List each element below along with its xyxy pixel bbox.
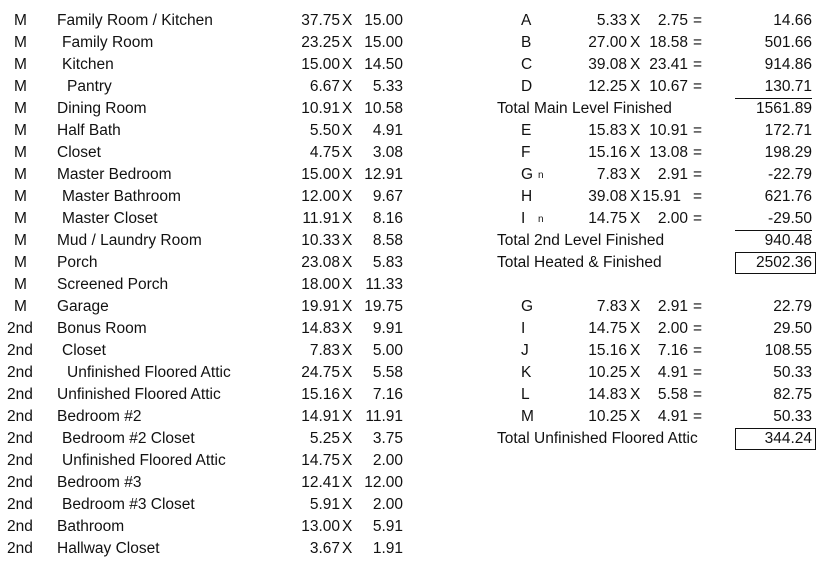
total-label: Total 2nd Level Finished (497, 232, 665, 249)
room-row (0, 494, 420, 516)
room-depth: 1.91 (372, 540, 403, 557)
room-name: Pantry (67, 78, 112, 95)
calc-width: 14.83 (588, 386, 627, 403)
room-level: 2nd (7, 496, 33, 513)
times-sign: X (630, 386, 641, 403)
room-depth: 9.67 (372, 188, 403, 205)
room-level: M (14, 12, 27, 29)
calc-width: 12.25 (588, 78, 627, 95)
times-sign: X (342, 386, 353, 403)
room-name: Closet (57, 144, 101, 161)
calc-depth: 7.16 (657, 342, 688, 359)
room-name: Dining Room (57, 100, 147, 117)
calc-result: 14.66 (773, 12, 812, 29)
room-depth: 15.00 (364, 34, 403, 51)
room-depth: 5.58 (372, 364, 403, 381)
calc-letter: M (521, 408, 534, 425)
calc-width: 15.16 (588, 144, 627, 161)
room-width: 10.33 (301, 232, 340, 249)
calc-row (0, 318, 826, 340)
room-depth: 3.75 (372, 430, 403, 447)
room-depth: 5.83 (372, 254, 403, 271)
calc-letter-note: n (538, 214, 544, 225)
equals-sign: = (693, 210, 703, 227)
room-name: Screened Porch (57, 276, 169, 293)
room-name: Bonus Room (57, 320, 147, 337)
total-row (0, 98, 826, 120)
times-sign: X (342, 452, 353, 469)
room-width: 5.25 (309, 430, 340, 447)
times-sign: X (630, 298, 641, 315)
times-sign: X (342, 430, 353, 447)
room-level: 2nd (7, 408, 33, 425)
room-level: M (14, 298, 27, 315)
equals-sign: = (693, 144, 703, 161)
room-depth: 2.00 (372, 496, 403, 513)
equals-sign: = (693, 12, 703, 29)
times-sign: X (342, 496, 353, 513)
room-level: 2nd (7, 452, 33, 469)
room-depth: 12.91 (364, 166, 403, 183)
room-depth: 2.00 (372, 452, 403, 469)
equals-sign: = (693, 342, 703, 359)
calc-row (0, 208, 826, 230)
room-name: Bedroom #2 Closet (62, 430, 195, 447)
times-sign: X (630, 34, 641, 51)
times-sign: X (342, 34, 353, 51)
calc-letter: I (521, 320, 526, 337)
calc-width: 15.83 (588, 122, 627, 139)
calc-row (0, 10, 826, 32)
times-sign: X (342, 364, 353, 381)
room-name: Closet (62, 342, 106, 359)
room-depth: 14.50 (364, 56, 403, 73)
calc-result: 22.79 (773, 298, 812, 315)
calc-depth: 2.75 (657, 12, 688, 29)
times-sign: X (630, 408, 641, 425)
room-name: Unfinished Floored Attic (67, 364, 231, 381)
calc-result: -22.79 (768, 166, 812, 183)
room-width: 18.00 (301, 276, 340, 293)
room-width: 24.75 (301, 364, 340, 381)
calc-row (0, 76, 826, 98)
room-name: Kitchen (62, 56, 114, 73)
calc-row (0, 186, 826, 208)
calc-row (0, 296, 826, 318)
room-row (0, 472, 420, 494)
room-width: 5.50 (309, 122, 340, 139)
times-sign: X (630, 12, 641, 29)
room-width: 14.83 (301, 320, 340, 337)
room-level: 2nd (7, 474, 33, 491)
calc-letter: K (521, 364, 532, 381)
room-row (0, 516, 420, 538)
calc-depth: 13.08 (649, 144, 688, 161)
calc-depth: 5.58 (657, 386, 688, 403)
calc-letter: G (521, 166, 534, 183)
room-level: 2nd (7, 386, 33, 403)
room-width: 37.75 (301, 12, 340, 29)
room-depth: 5.33 (372, 78, 403, 95)
times-sign: X (342, 342, 353, 359)
equals-sign: = (693, 298, 703, 315)
times-sign: X (342, 100, 353, 117)
times-sign: X (342, 210, 353, 227)
room-width: 11.91 (302, 210, 340, 227)
calc-depth: 2.91 (657, 166, 688, 183)
calc-width: 5.33 (596, 12, 627, 29)
room-width: 5.91 (309, 496, 340, 513)
total-row (0, 252, 826, 274)
room-name: Mud / Laundry Room (57, 232, 202, 249)
times-sign: X (630, 166, 641, 183)
room-name: Porch (57, 254, 98, 271)
calc-letter: I (521, 210, 526, 227)
times-sign: X (342, 166, 353, 183)
equals-sign: = (693, 122, 703, 139)
times-sign: X (630, 144, 641, 161)
room-name: Half Bath (57, 122, 121, 139)
room-name: Master Bathroom (62, 188, 181, 205)
room-width: 7.83 (309, 342, 340, 359)
room-level: M (14, 232, 27, 249)
times-sign: X (342, 232, 353, 249)
equals-sign: = (693, 188, 703, 205)
calc-letter: C (521, 56, 533, 73)
calc-width: 10.25 (588, 364, 627, 381)
times-sign: X (342, 474, 353, 491)
calc-result: 29.50 (773, 320, 812, 337)
calc-row (0, 340, 826, 362)
room-level: M (14, 100, 27, 117)
calc-width: 15.16 (588, 342, 627, 359)
room-level: M (14, 188, 27, 205)
room-name: Bedroom #3 (57, 474, 142, 491)
equals-sign: = (693, 166, 703, 183)
calc-depth: 2.91 (657, 298, 688, 315)
room-level: M (14, 78, 27, 95)
room-level: 2nd (7, 342, 33, 359)
room-level: 2nd (7, 518, 33, 535)
room-level: 2nd (7, 540, 33, 557)
calc-letter: A (521, 12, 532, 29)
room-level: 2nd (7, 364, 33, 381)
total-label: Total Unfinished Floored Attic (497, 430, 698, 447)
times-sign: X (630, 122, 641, 139)
calc-result: 82.75 (773, 386, 812, 403)
total-label: Total Heated & Finished (497, 254, 662, 271)
calc-row (0, 362, 826, 384)
calc-width: 7.83 (596, 298, 627, 315)
times-sign: X (630, 188, 641, 205)
calc-letter: B (521, 34, 532, 51)
room-level: M (14, 210, 27, 227)
room-name: Unfinished Floored Attic (62, 452, 226, 469)
calc-depth: 2.00 (657, 210, 688, 227)
room-name: Bathroom (57, 518, 125, 535)
calc-depth: 2.00 (657, 320, 688, 337)
room-depth: 19.75 (364, 298, 403, 315)
calc-result: 198.29 (764, 144, 812, 161)
calc-result: 50.33 (773, 364, 812, 381)
times-sign: X (342, 276, 353, 293)
room-name: Master Closet (62, 210, 158, 227)
calc-depth: 4.91 (657, 408, 688, 425)
times-sign: X (342, 518, 353, 535)
calc-letter: G (521, 298, 534, 315)
equals-sign: = (693, 34, 703, 51)
total-row (0, 428, 826, 450)
room-width: 23.25 (301, 34, 340, 51)
room-depth: 4.91 (372, 122, 403, 139)
total-value: 1561.89 (755, 100, 812, 117)
room-depth: 7.16 (372, 386, 403, 403)
calc-row (0, 120, 826, 142)
calc-row (0, 164, 826, 186)
room-depth: 5.00 (372, 342, 403, 359)
times-sign: X (630, 320, 641, 337)
room-level: M (14, 56, 27, 73)
times-sign: X (342, 144, 353, 161)
times-sign: X (342, 12, 353, 29)
room-row (0, 538, 420, 560)
room-depth: 8.16 (372, 210, 403, 227)
calc-row (0, 54, 826, 76)
room-depth: 3.08 (372, 144, 403, 161)
calc-width: 7.83 (596, 166, 627, 183)
calc-row (0, 32, 826, 54)
calc-letter: H (521, 188, 533, 205)
equals-sign: = (693, 320, 703, 337)
room-width: 3.67 (309, 540, 340, 557)
equals-sign: = (693, 78, 703, 95)
room-row (0, 450, 420, 472)
total-value: 940.48 (764, 232, 812, 249)
room-width: 13.00 (301, 518, 340, 535)
times-sign: X (342, 254, 353, 271)
calc-letter: L (521, 386, 530, 403)
room-name: Family Room (62, 34, 154, 51)
calc-letter: J (521, 342, 529, 359)
room-width: 14.91 (301, 408, 340, 425)
calc-result: 914.86 (764, 56, 812, 73)
room-width: 23.08 (301, 254, 340, 271)
calc-result: 50.33 (773, 408, 812, 425)
times-sign: X (630, 56, 641, 73)
times-sign: X (342, 78, 353, 95)
times-sign: X (342, 298, 353, 315)
calc-result: 172.71 (764, 122, 812, 139)
calc-letter-note: n (538, 170, 544, 181)
room-name: Garage (57, 298, 109, 315)
room-depth: 5.91 (372, 518, 403, 535)
calc-result: 108.55 (764, 342, 812, 359)
calc-row (0, 142, 826, 164)
room-depth: 15.00 (364, 12, 403, 29)
calc-depth: 23.41 (649, 56, 688, 73)
calc-width: 27.00 (588, 34, 627, 51)
room-depth: 12.00 (364, 474, 403, 491)
room-depth: 11.33 (365, 276, 403, 293)
calc-width: 14.75 (588, 320, 627, 337)
room-name: Master Bedroom (57, 166, 172, 183)
room-level: M (14, 276, 27, 293)
room-width: 12.00 (301, 188, 340, 205)
room-width: 6.67 (309, 78, 340, 95)
room-level: M (14, 144, 27, 161)
calc-result: 501.66 (764, 34, 812, 51)
room-width: 12.41 (301, 474, 340, 491)
room-width: 15.00 (301, 56, 340, 73)
total-label: Total Main Level Finished (497, 100, 672, 117)
calc-letter: D (521, 78, 533, 95)
times-sign: X (630, 78, 641, 95)
room-row (0, 274, 420, 296)
room-depth: 8.58 (372, 232, 403, 249)
calc-width: 14.75 (588, 210, 627, 227)
times-sign: X (342, 188, 353, 205)
room-width: 15.00 (301, 166, 340, 183)
room-depth: 10.58 (364, 100, 403, 117)
times-sign: X (342, 408, 353, 425)
times-sign: X (342, 56, 353, 73)
total-row (0, 230, 826, 252)
equals-sign: = (693, 56, 703, 73)
room-width: 4.75 (309, 144, 340, 161)
room-width: 19.91 (301, 298, 340, 315)
calc-result: 130.71 (735, 76, 812, 99)
times-sign: X (342, 122, 353, 139)
room-level: M (14, 166, 27, 183)
calc-depth: 10.91 (649, 122, 688, 139)
total-value: 2502.36 (735, 252, 816, 274)
room-name: Unfinished Floored Attic (57, 386, 221, 403)
room-level: 2nd (7, 320, 33, 337)
room-depth: 11.91 (365, 408, 403, 425)
calc-depth: 15.91 (642, 188, 681, 205)
calc-width: 10.25 (588, 408, 627, 425)
room-width: 10.91 (301, 100, 340, 117)
calc-row (0, 384, 826, 406)
room-width: 14.75 (301, 452, 340, 469)
calc-depth: 4.91 (657, 364, 688, 381)
room-depth: 9.91 (372, 320, 403, 337)
room-name: Family Room / Kitchen (57, 12, 213, 29)
calc-depth: 10.67 (649, 78, 688, 95)
equals-sign: = (693, 408, 703, 425)
calc-letter: F (521, 144, 531, 161)
room-name: Bedroom #2 (57, 408, 142, 425)
times-sign: X (630, 342, 641, 359)
calc-row (0, 406, 826, 428)
room-level: M (14, 34, 27, 51)
total-value: 344.24 (735, 428, 816, 450)
times-sign: X (342, 540, 353, 557)
room-level: 2nd (7, 430, 33, 447)
calc-letter: E (521, 122, 532, 139)
calc-result: -29.50 (735, 208, 812, 231)
equals-sign: = (693, 364, 703, 381)
room-name: Bedroom #3 Closet (62, 496, 195, 513)
calc-width: 39.08 (588, 188, 627, 205)
room-level: M (14, 254, 27, 271)
calc-result: 621.76 (764, 188, 812, 205)
calc-depth: 18.58 (649, 34, 688, 51)
room-width: 15.16 (301, 386, 340, 403)
times-sign: X (630, 210, 641, 227)
room-name: Hallway Closet (57, 540, 160, 557)
room-level: M (14, 122, 27, 139)
calc-width: 39.08 (588, 56, 627, 73)
times-sign: X (630, 364, 641, 381)
equals-sign: = (693, 386, 703, 403)
times-sign: X (342, 320, 353, 337)
